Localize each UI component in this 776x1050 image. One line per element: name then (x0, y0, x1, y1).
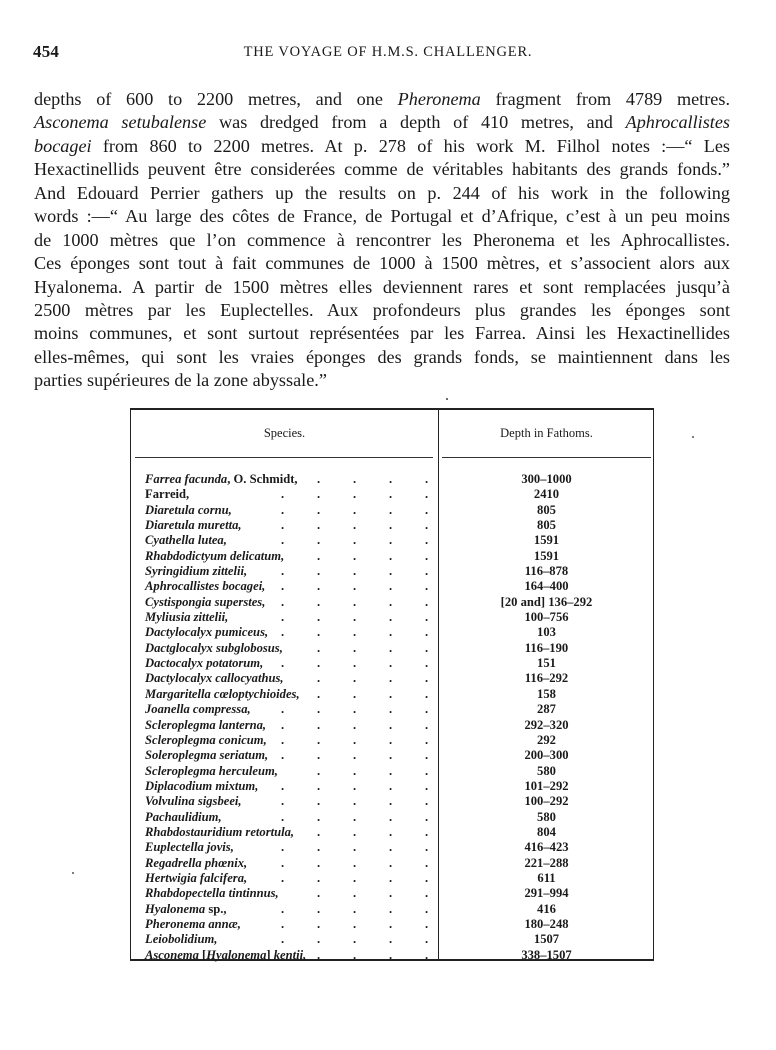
table-row (145, 595, 645, 610)
depth-value: 116–878 (524, 564, 569, 579)
depth-value: [20 and] 136–292 (500, 594, 593, 609)
header-depth: Depth in Fathoms. (500, 426, 593, 440)
text-run: 2500 mètres par les Euplectelles. Aux profondeurs plus grandes les éponges sont (34, 299, 730, 320)
depth-value: 116–292 (524, 671, 569, 686)
table-row (145, 764, 645, 779)
table-row (145, 687, 645, 702)
depth-value: 1591 (533, 548, 560, 563)
text-run: fragment from 4789 metres. (480, 89, 730, 109)
italic-text: Aphrocallistes bocagei, (145, 579, 266, 594)
depth-value: 292–320 (524, 717, 569, 732)
text-line (34, 322, 730, 345)
dot-leaders: . . . . . (281, 916, 429, 931)
table-row (145, 871, 645, 886)
table-row (145, 917, 645, 932)
italic-text: Scleroplegma herculeum, (145, 763, 278, 778)
table-row (145, 518, 645, 533)
dot-leaders: . . . . (317, 548, 429, 563)
text-run: sp., (205, 901, 227, 916)
depth-value: 287 (537, 702, 556, 717)
italic-text: Rhabdostauridium retortula, (145, 824, 295, 839)
text-line (34, 276, 730, 299)
italic-text: Cyathella lutea, (145, 533, 227, 548)
text-line (34, 299, 730, 322)
italic-text: Dactglocalyx subglobosus, (145, 640, 283, 655)
depth-value: 116–190 (524, 640, 569, 655)
dot-leaders: . . . . . (281, 794, 429, 809)
dot-leaders: . . . . . (281, 855, 429, 870)
text-line (34, 88, 730, 111)
text-run: depths of 600 to 2200 metres, and one (34, 89, 398, 109)
italic-text: Dactocalyx potatorum, (145, 656, 264, 671)
depth-value: 103 (537, 625, 556, 640)
text-line (34, 158, 730, 181)
italic-text: Leiobolidium, (145, 932, 218, 947)
dot-leaders: . . . . . (281, 717, 429, 732)
table-row (145, 932, 645, 947)
italic-text: Pheronema (397, 89, 481, 109)
dot-leaders: . . . . (317, 763, 429, 778)
dot-leaders: . . . . . (281, 748, 429, 763)
dot-leaders: . . . . . (281, 533, 429, 548)
table-row (145, 549, 645, 564)
text-run: elles-mêmes, qui sont les vraies éponges des grands fonds, se maintiennent dans les (34, 346, 730, 367)
print-speck (446, 398, 448, 400)
depth-value: 100–756 (524, 610, 569, 625)
table-row (145, 656, 645, 671)
italic-text: Syringidium zittelii, (145, 564, 248, 579)
dot-leaders: . . . . (317, 640, 429, 655)
text-run: , O. Schmidt, (227, 472, 298, 486)
dot-leaders: . . . . . (281, 518, 429, 533)
italic-text: Diaretula muretta, (145, 518, 242, 533)
text-run: moins communes, et sont surtout représentées par les Farrea. Ainsi les Hexactinellides (34, 323, 730, 344)
table-row (145, 779, 645, 794)
table-row (145, 840, 645, 855)
text-line (34, 369, 730, 392)
depth-value: 200–300 (524, 748, 569, 763)
dot-leaders: . . . . . (281, 502, 429, 517)
text-line (34, 346, 730, 369)
body-paragraph (34, 88, 730, 393)
dot-leaders: . . . . . (281, 564, 429, 579)
table-row (145, 671, 645, 686)
depth-value: 338–1507 (521, 947, 572, 962)
italic-text: Myliusia zittelii, (145, 610, 229, 625)
header-rule (135, 457, 433, 458)
italic-text: Hyalonema (145, 901, 206, 916)
dot-leaders: . . . . (317, 472, 429, 486)
table-row (145, 579, 645, 594)
text-run: Hyalonema. A partir de 1500 mètres elles deviennent rares et sont remplacées jusqu’à (34, 276, 730, 297)
text-run: [ (202, 947, 207, 962)
dot-leaders: . . . . . (281, 656, 429, 671)
depth-value: 804 (537, 824, 556, 839)
text-run: And Edouard Perrier gathers up the results on p. 244 of his work in the following (34, 182, 730, 203)
depth-value: 805 (537, 502, 556, 517)
table-row (145, 564, 645, 579)
italic-text: Cystispongia superstes, (145, 594, 266, 609)
italic-text: Asconema (145, 947, 203, 962)
text-line (34, 182, 730, 205)
depth-value: 805 (537, 518, 556, 533)
table-body (145, 472, 645, 963)
table-row (145, 902, 645, 917)
depth-value: 580 (537, 809, 556, 824)
dot-leaders: . . . . (317, 886, 429, 901)
text-run: was dredged from a depth of 410 metres, and (206, 112, 626, 133)
depth-value: 580 (537, 763, 556, 778)
depth-value: 2410 (533, 487, 560, 502)
header-species: Species. (263, 426, 306, 440)
depth-value: 416–423 (524, 840, 569, 855)
text-run: parties supérieures de la zone abyssale.” (34, 370, 327, 391)
table-row (145, 625, 645, 640)
table-row (145, 641, 645, 656)
dot-leaders: . . . . . (281, 840, 429, 855)
italic-text: Diplacodium mixtum, (145, 778, 259, 793)
text-run: ] (266, 947, 274, 962)
depth-value: 292 (537, 732, 556, 747)
depth-value: 1591 (533, 533, 560, 548)
italic-text: Pachaulidium, (145, 809, 222, 824)
text-line (34, 205, 730, 228)
dot-leaders: . . . . . (281, 594, 429, 609)
text-line (34, 135, 730, 158)
table-row (145, 733, 645, 748)
italic-text: Scleroplegma lanterna, (145, 717, 267, 732)
dot-leaders: . . . . (317, 671, 429, 686)
table-row (145, 794, 645, 809)
depth-value: 164–400 (524, 579, 569, 594)
italic-text: Rhabdodictyum delicatum, (145, 548, 285, 563)
table-row (145, 610, 645, 625)
text-line (34, 229, 730, 252)
italic-text: Diaretula cornu, (145, 502, 232, 517)
depth-value: 221–288 (524, 855, 569, 870)
italic-text: Asconema setubalense (34, 112, 207, 133)
italic-text: Scleroplegma conicum, (145, 732, 267, 747)
text-run: de 1000 mètres que l’on commence à rencontrer les Pheronema et les Aphrocallistes. (34, 229, 730, 250)
dot-leaders: . . . . . (281, 901, 429, 916)
table-row (145, 718, 645, 733)
italic-text: Soleroplegma seriatum, (145, 748, 269, 763)
depth-value: 151 (537, 656, 556, 671)
species-depth-table (130, 408, 654, 961)
dot-leaders: . . . . . (281, 778, 429, 793)
table-row (145, 702, 645, 717)
italic-text: Dactylocalyx callocyathus, (145, 671, 284, 686)
table-row (145, 533, 645, 548)
dot-leaders: . . . . . (281, 702, 429, 717)
dot-leaders: . . . . (317, 686, 429, 701)
dot-leaders: . . . . . (281, 610, 429, 625)
depth-value: 611 (537, 870, 556, 885)
table-row (145, 948, 645, 963)
italic-text: Volvulina sigsbeei, (145, 794, 242, 809)
table-row (145, 503, 645, 518)
table-row (145, 748, 645, 763)
print-speck (72, 872, 74, 874)
text-run: from 860 to 2200 metres. At p. 278 of his work M. Filhol notes :—“ Les (91, 135, 730, 156)
dot-leaders: . . . . . (281, 579, 429, 594)
italic-text: Joanella compressa, (145, 702, 251, 717)
dot-leaders: . . . . (317, 824, 429, 839)
text-run: Ces éponges sont tout à fait communes de 1000 à 1500 mètres, et s’associent alors aux (34, 253, 730, 274)
text-run: Farreid, (145, 487, 190, 502)
italic-text: Rhabdopectella tintinnus, (145, 886, 279, 901)
depth-value: 101–292 (524, 778, 569, 793)
italic-text: Dactylocalyx pumiceus, (145, 625, 269, 640)
italic-text: Euplectella jovis, (145, 840, 234, 855)
page-number: 454 (33, 42, 60, 61)
depth-value: 291–994 (524, 886, 569, 901)
italic-text: Regadrella phœnix, (145, 855, 248, 870)
text-run: words :—“ Au large des côtes de France, de Portugal et d’Afrique, c’est à un peu moins (34, 206, 730, 227)
italic-text: Farrea facunda (145, 472, 228, 486)
table-row (145, 810, 645, 825)
depth-value: 300–1000 (521, 472, 572, 486)
table-row (145, 825, 645, 840)
header-rule (442, 457, 651, 458)
italic-text: Pheronema annæ, (145, 916, 241, 931)
text-line (34, 111, 730, 134)
depth-value: 100–292 (524, 794, 569, 809)
dot-leaders: . . . . . (281, 487, 429, 502)
italic-text: Margaritella cœloptychioides, (145, 686, 300, 701)
italic-text: kentii, (273, 947, 307, 962)
depth-value: 416 (537, 901, 556, 916)
dot-leaders: . . . . . (281, 870, 429, 885)
table-row (145, 487, 645, 502)
dot-leaders: . . . . (317, 947, 429, 962)
depth-value: 180–248 (524, 916, 569, 931)
depth-value: 1507 (533, 932, 560, 947)
italic-text: bocagei (34, 135, 92, 156)
running-header: THE VOYAGE OF H.M.S. CHALLENGER. (243, 44, 533, 60)
text-run: Hexactinellids peuvent être considerées comme de véritables habitants des grands fonds.” (34, 159, 730, 180)
table-row (145, 886, 645, 901)
text-line (34, 252, 730, 275)
dot-leaders: . . . . . (281, 732, 429, 747)
dot-leaders: . . . . . (281, 809, 429, 824)
dot-leaders: . . . . . (281, 625, 429, 640)
print-speck (692, 436, 694, 438)
table-row (145, 472, 645, 487)
dot-leaders: . . . . . (281, 932, 429, 947)
italic-text: Aphrocallistes (625, 112, 730, 133)
italic-text: Hyalonema (206, 947, 267, 962)
depth-value: 158 (537, 686, 556, 701)
table-row (145, 856, 645, 871)
italic-text: Hertwigia falcifera, (145, 870, 248, 885)
